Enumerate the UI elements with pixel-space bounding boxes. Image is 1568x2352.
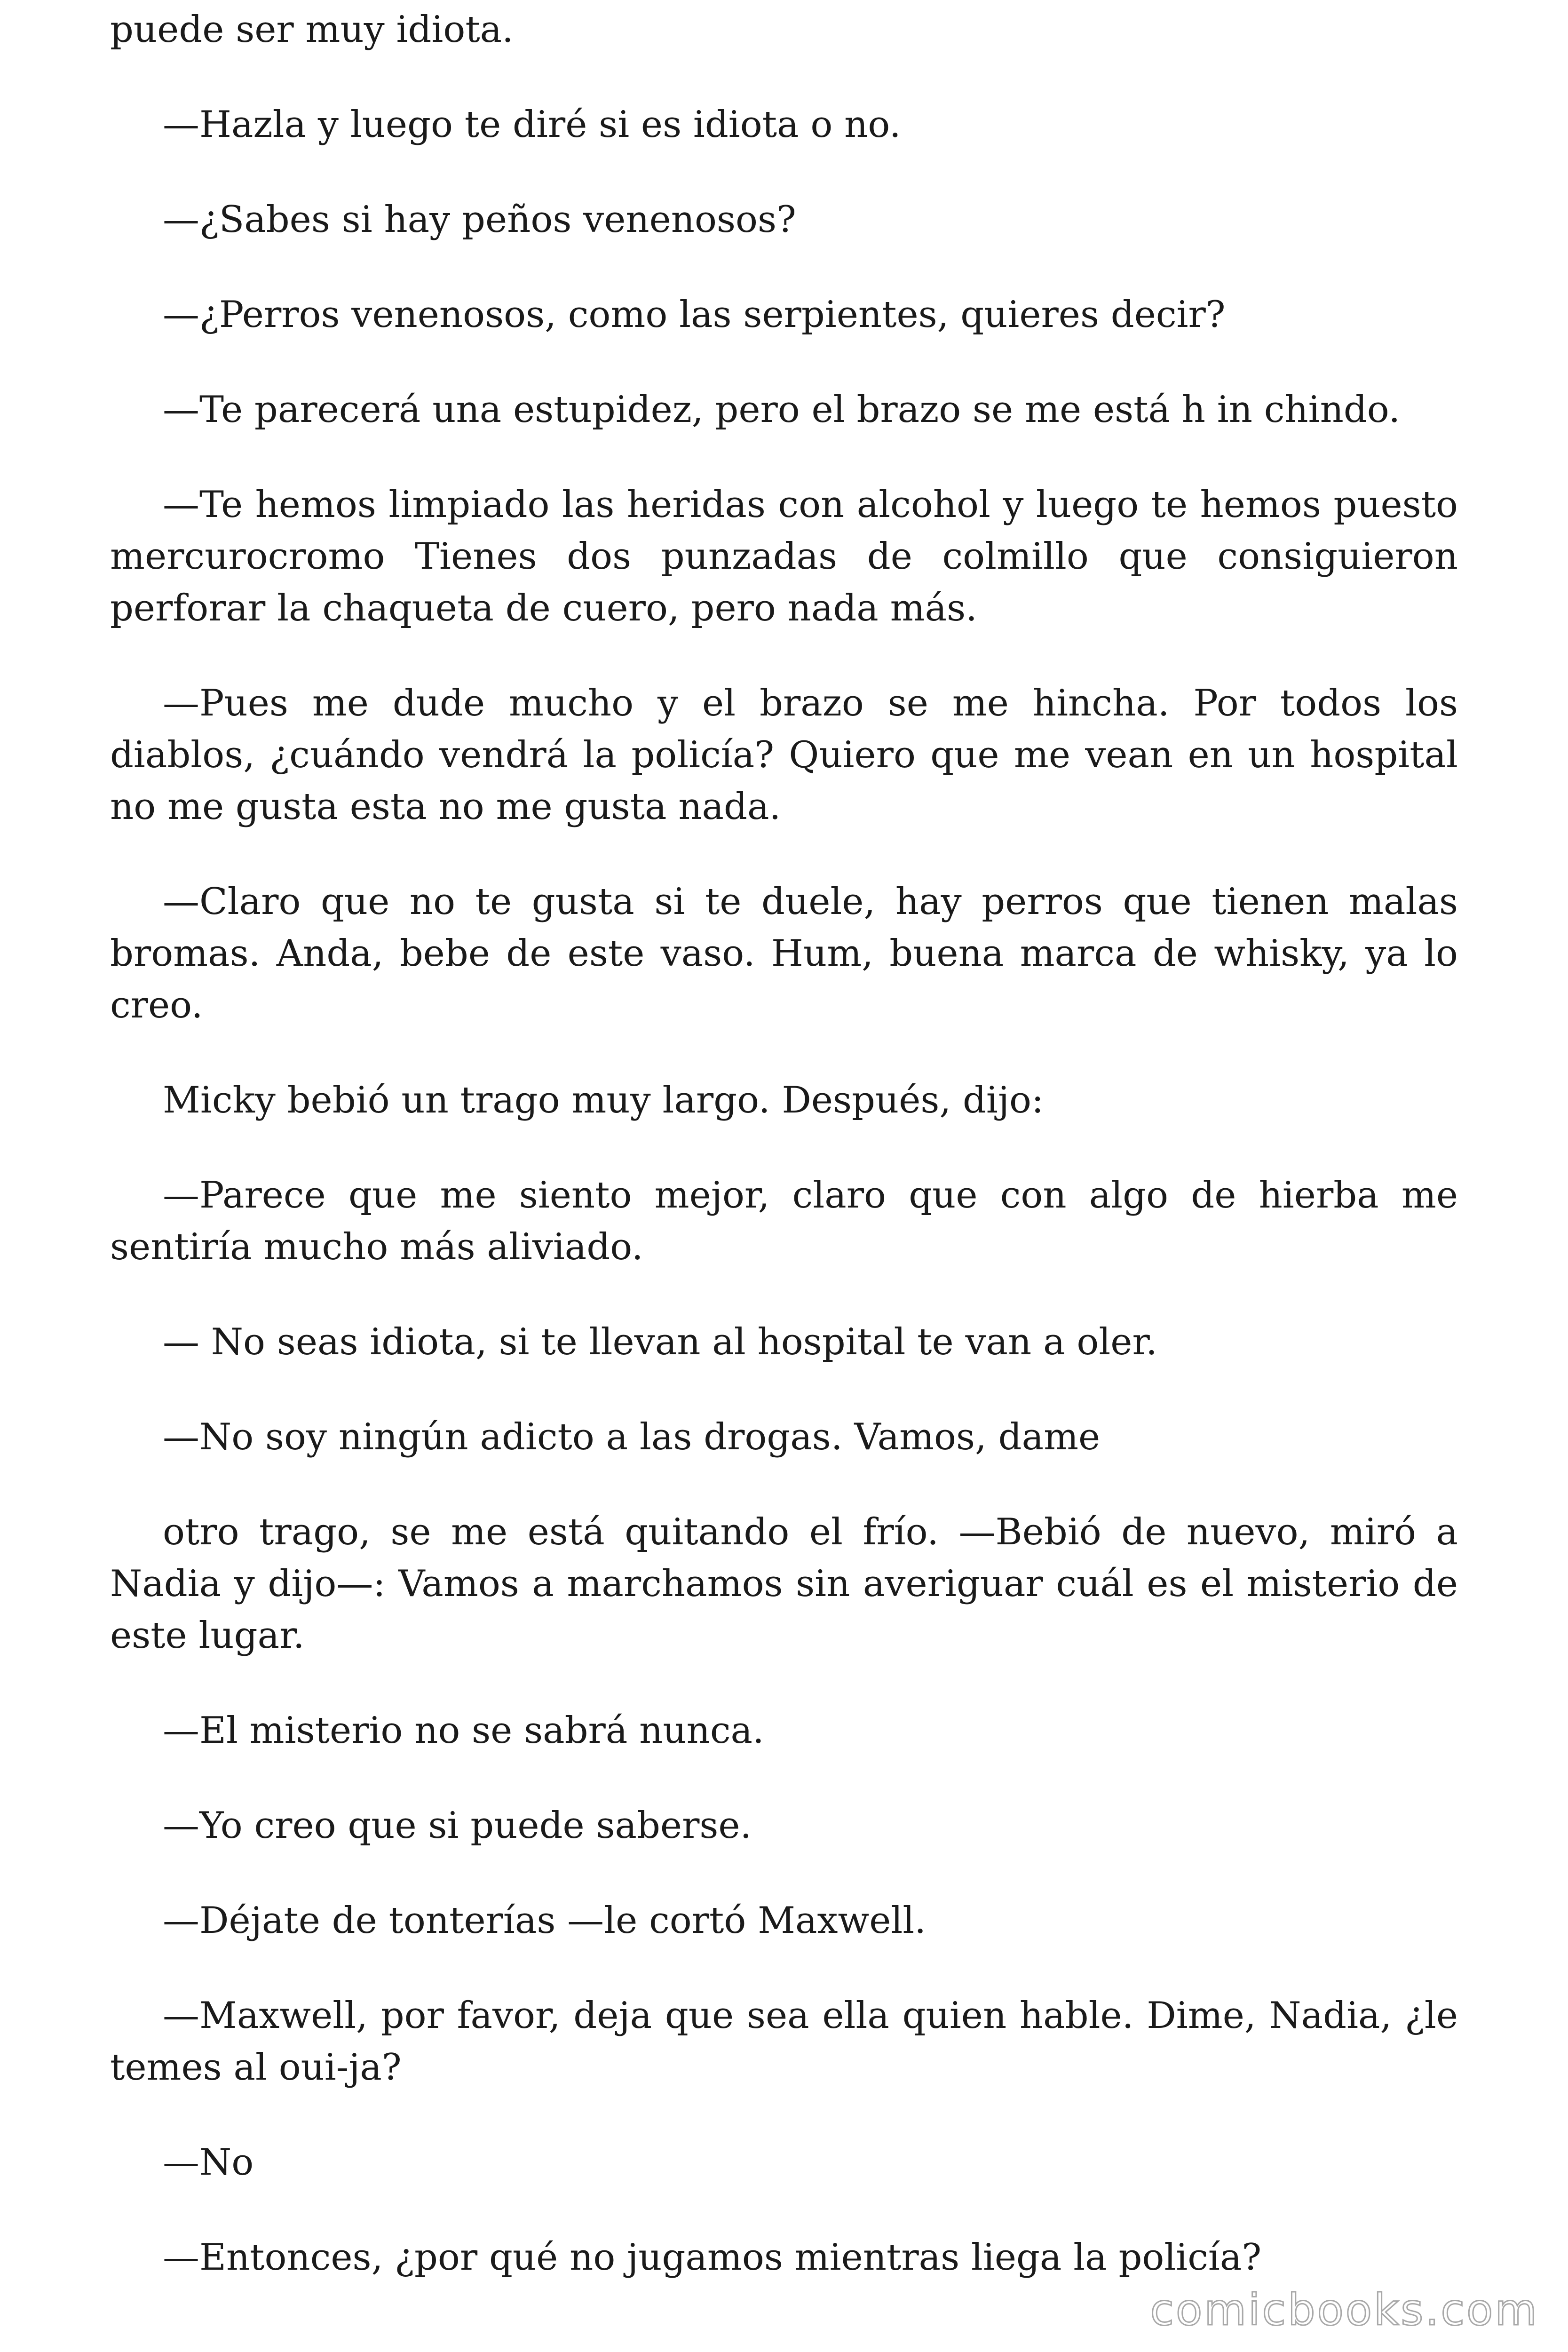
paragraph: —El misterio no se sabrá nunca. bbox=[163, 1709, 764, 1752]
watermark: comicbooks.com bbox=[1150, 2285, 1539, 2335]
paragraph: —Maxwell, por favor, deja que sea ella quien hable. Dime, Nadia, ¿le temes al oui-ja? bbox=[110, 1994, 1458, 2089]
paragraph: —Entonces, ¿por qué no jugamos mientras liega la policía? bbox=[163, 2236, 1262, 2279]
paragraph: —Yo creo que si puede saberse. bbox=[163, 1804, 752, 1847]
paragraph: —Pues me dude mucho y el brazo se me hincha. Por todos los diablos, ¿cuándo vendrá la policía? Quiero que me vean en un hospital no me gusta esta no me gusta nada. bbox=[110, 682, 1458, 828]
paragraph: —Te parecerá una estupidez, pero el brazo se me está h in chindo. bbox=[163, 389, 1401, 431]
paragraph: —Parece que me siento mejor, claro que con algo de hierba me sentiría mucho más aliviado. bbox=[110, 1174, 1458, 1268]
paragraph: puede ser muy idiota. bbox=[110, 8, 514, 51]
paragraph: —¿Perros venenosos, como las serpientes, quieres decir? bbox=[163, 294, 1226, 336]
paragraph: —Déjate de tonterías —le cortó Maxwell. bbox=[163, 1899, 927, 1942]
paragraph: otro trago, se me está quitando el frío. —Bebió de nuevo, miró a Nadia y dijo—: Vamos a marchamos sin averiguar cuál es el misterio de este lugar. bbox=[110, 1511, 1458, 1657]
paragraph: —No soy ningún adicto a las drogas. Vamos, dame bbox=[163, 1416, 1101, 1458]
paragraph: Micky bebió un trago muy largo. Después, dijo: bbox=[163, 1079, 1044, 1121]
paragraph: —¿Sabes si hay peños venenosos? bbox=[163, 199, 796, 241]
paragraph: —Claro que no te gusta si te duele, hay perros que tienen malas bromas. Anda, bebe de este vaso. Hum, buena marca de whisky, ya lo creo. bbox=[110, 881, 1458, 1026]
paragraph: —Te hemos limpiado las heridas con alcohol y luego te hemos puesto mercurocromo Tienes dos punzadas de colmillo que consiguieron perforar la chaqueta de cuero, pero nada más. bbox=[110, 484, 1458, 629]
body-text bbox=[110, 4, 1458, 2327]
paragraph: —Hazla y luego te diré si es idiota o no. bbox=[163, 103, 901, 146]
paragraph: — No seas idiota, si te llevan al hospital te van a oler. bbox=[163, 1321, 1157, 1363]
paragraph: —No bbox=[163, 2141, 254, 2184]
